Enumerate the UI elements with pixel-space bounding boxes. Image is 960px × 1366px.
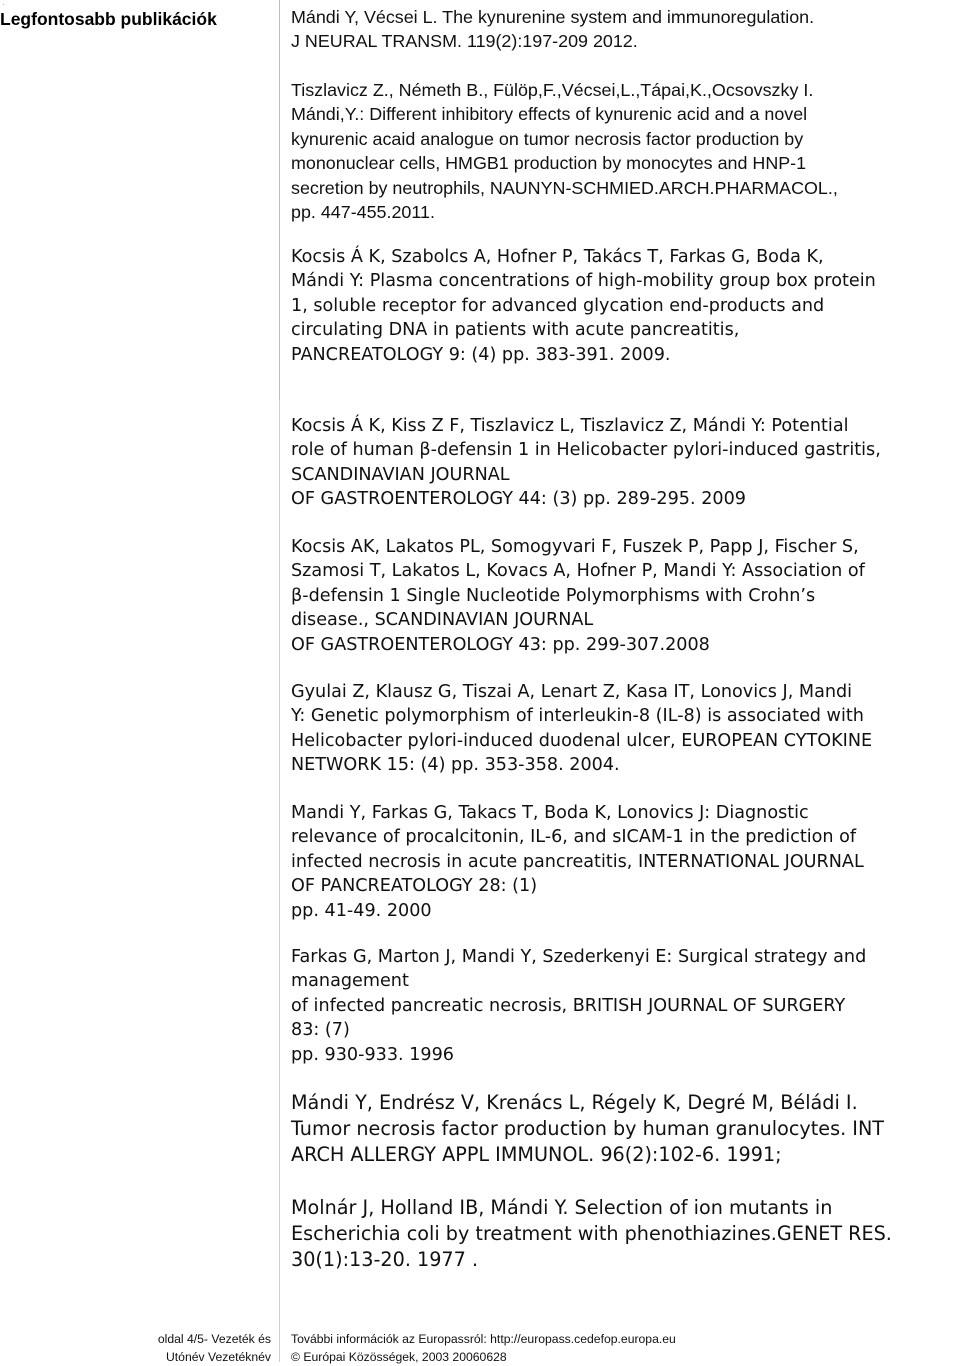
publication-entry-8: Farkas G, Marton J, Mandi Y, Szederkenyi E: Surgical strategy and management of infected pancreatic necrosis, BRITISH JOURNAL OF SURGERY 83: (7) pp. 930-933. 1996 bbox=[291, 945, 957, 1067]
publication-entry-4: Kocsis Á K, Kiss Z F, Tiszlavicz L, Tiszlavicz Z, Mándi Y: Potential role of human β-defensin 1 in Helicobacter pylori-induced gastritis, SCANDINAVIAN JOURNAL OF GASTROENTEROLOGY 44: (3) pp. 289-295. 2009 bbox=[291, 414, 957, 512]
corner-mark: · bbox=[2, 0, 5, 9]
publication-entry-3: Kocsis Á K, Szabolcs A, Hofner P, Takács T, Farkas G, Boda K, Mándi Y: Plasma concentrations of high-mobility group box protein 1, soluble receptor for advanced glycation end-products and circulating DNA in patients with acute pancreatitis, PANCREATOLOGY 9: (4) pp. 383-391. 2009. bbox=[291, 245, 957, 367]
footer-page-number: oldal 4/5- Vezeték és bbox=[0, 1331, 271, 1349]
column-divider-upper bbox=[279, 0, 280, 400]
footer-copyright: © Európai Közösségek, 2003 20060628 bbox=[291, 1349, 951, 1366]
publication-entry-9: Mándi Y, Endrész V, Krenács L, Régely K, Degré M, Béládi I. Tumor necrosis factor production by human granulocytes. INT ARCH ALLERGY APPL IMMUNOL. 96(2):102-6. 1991; bbox=[291, 1090, 957, 1168]
publication-entry-10: Molnár J, Holland IB, Mándi Y. Selection of ion mutants in Escherichia coli by treatment with phenothiazines.GENET RES. 30(1):13-20. 1977 . bbox=[291, 1195, 957, 1273]
footer-name: Utónév Vezetéknév bbox=[0, 1349, 271, 1366]
footer-page-info bbox=[0, 1331, 271, 1366]
publication-entry-6: Gyulai Z, Klausz G, Tiszai A, Lenart Z, Kasa IT, Lonovics J, Mandi Y: Genetic polymorphism of interleukin-8 (IL-8) is associated with Helicobacter pylori-induced duodenal ulcer, EUROPEAN CYTOKINE NETWORK 15: (4) pp. 353-358. 2004. bbox=[291, 680, 957, 778]
footer-europass-link: További információk az Europassról: http://europass.cedefop.europa.eu bbox=[291, 1331, 951, 1349]
section-title: Legfontosabb publikációk bbox=[0, 9, 276, 30]
publication-entry-5: Kocsis AK, Lakatos PL, Somogyvari F, Fuszek P, Papp J, Fischer S, Szamosi T, Lakatos L, Kovacs A, Hofner P, Mandi Y: Association of β-defensin 1 Single Nucleotide Polymorphisms with Crohn’s disease., SCANDINAVIAN JOURNAL OF GASTROENTEROLOGY 43: pp. 299-307.2008 bbox=[291, 535, 957, 657]
publication-entry-7: Mandi Y, Farkas G, Takacs T, Boda K, Lonovics J: Diagnostic relevance of procalcitonin, IL-6, and sICAM-1 in the prediction of infected necrosis in acute pancreatitis, INTERNATIONAL JOURNAL OF PANCREATOLOGY 28: (1) pp. 41-49. 2000 bbox=[291, 801, 957, 923]
footer-europass-info bbox=[291, 1331, 951, 1366]
publication-entry-1: Mándi Y, Vécsei L. The kynurenine system and immunoregulation. J NEURAL TRANSM. 119(2):197-209 2012. bbox=[291, 5, 957, 54]
publication-entry-2: Tiszlavicz Z., Németh B., Fülöp,F.,Vécsei,L.,Tápai,K.,Ocsovszky I. Mándi,Y.: Different inhibitory effects of kynurenic acid and a novel kynurenic acaid analogue on tumor necrosis factor production by mononuclear cells, HMGB1 production by monocytes and HNP-1 secretion by neutrophils, NAUNYN-SCHMIED.ARCH.PHARMACOL., pp. 447-455.2011. bbox=[291, 78, 957, 224]
